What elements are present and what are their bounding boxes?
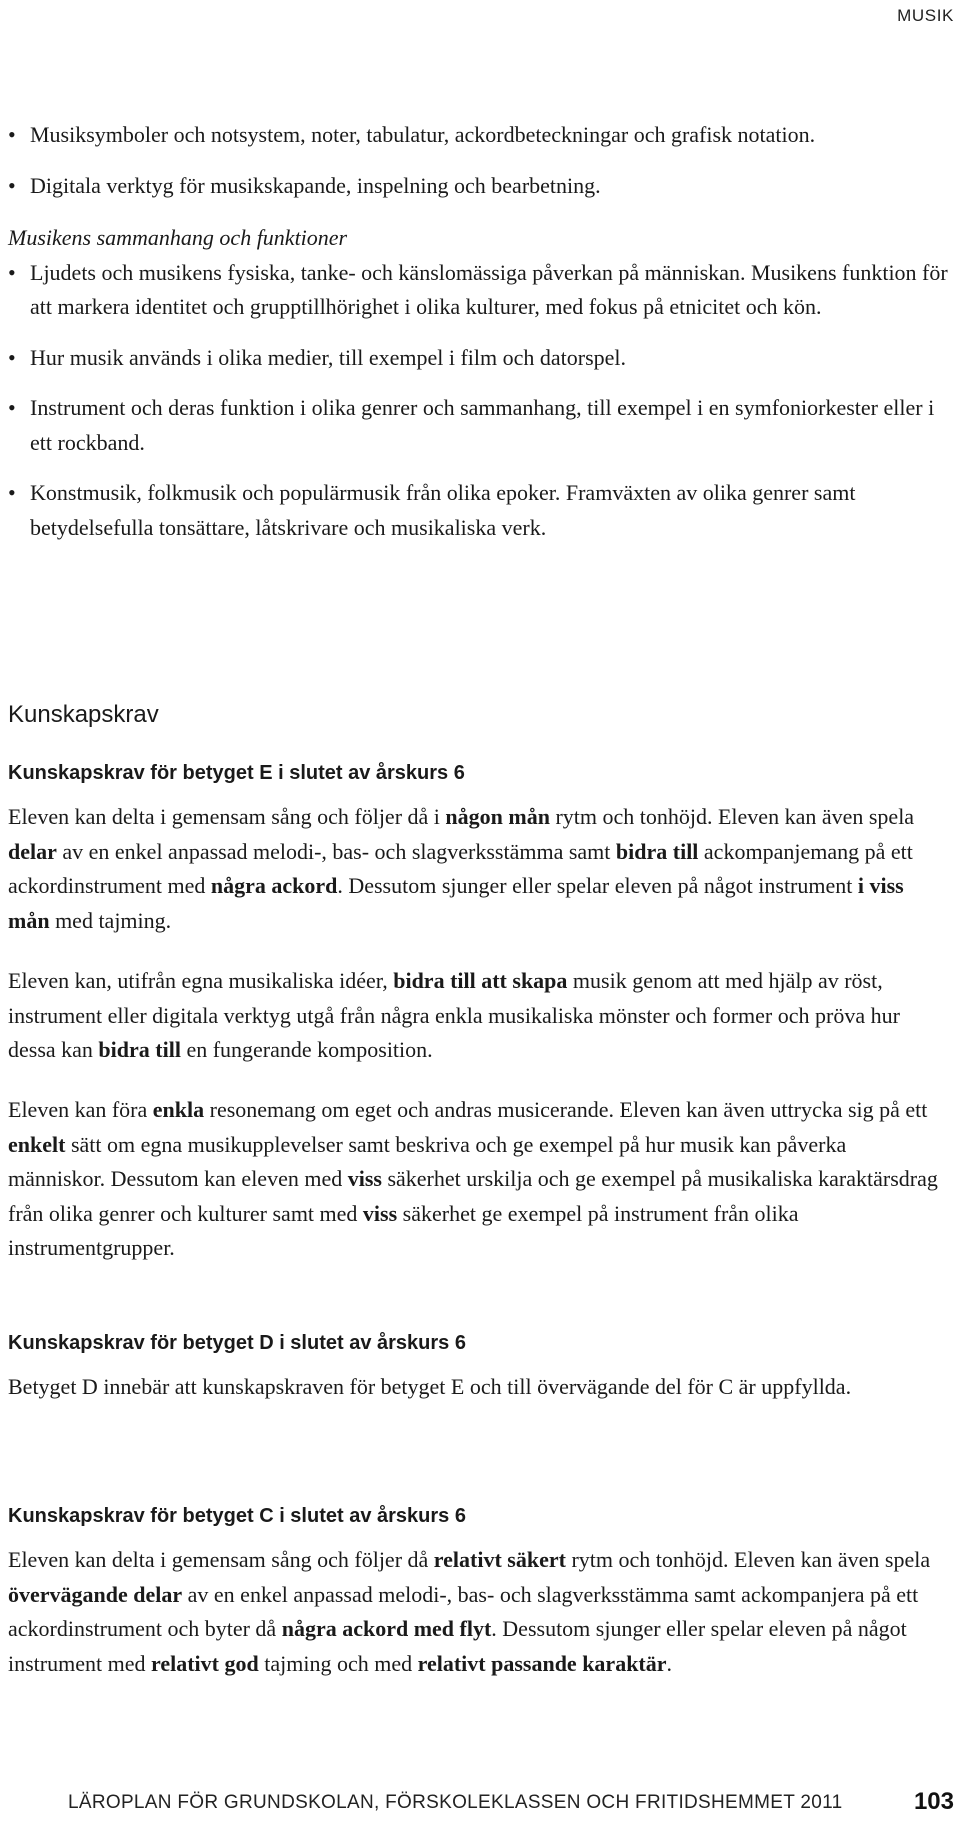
- page-number: 103: [913, 1788, 954, 1815]
- paragraph-text: ackompanjemang på ett ackordinstrument med: [8, 838, 913, 898]
- paragraph-text: resonemang om eget och andras musicerande. Eleven kan även uttrycka sig på ett: [204, 1097, 928, 1122]
- content-top: [8, 118, 948, 561]
- grade-e-paragraph-2: [8, 964, 948, 1068]
- bullet-icon: •: [8, 172, 16, 198]
- footer-title: LÄROPLAN FÖR GRUNDSKOLAN, FÖRSKOLEKLASSEN OCH FRITIDSHEMMET 2011: [68, 1792, 843, 1813]
- paragraph-text: Eleven kan delta i gemensam sång och följer då i: [8, 804, 446, 829]
- paragraph-text: . Dessutom sjunger eller spelar eleven på något instrument: [337, 873, 858, 898]
- paragraph-text: Eleven kan föra: [8, 1097, 153, 1122]
- bullet-icon: •: [8, 259, 16, 285]
- paragraph-text: . Dessutom sjunger eller spelar eleven på något instrument med: [8, 1616, 907, 1676]
- paragraph-text: säkerhet ge exempel på instrument från olika instrumentgrupper.: [8, 1200, 799, 1260]
- list-item: • Ljudets och musikens fysiska, tanke- och känslomässiga påverkan på människan. Musikens funktion för att markera identitet och grupptillhörighet i olika kulturer, med fokus på etnicitet och kön.: [8, 256, 948, 325]
- running-header: MUSIK: [897, 6, 954, 25]
- list-item: • Musiksymboler och notsystem, noter, tabulatur, ackordbeteckningar och grafisk notation.: [8, 118, 948, 153]
- emphasis-text: enkelt: [8, 1131, 66, 1157]
- paragraph-text: rytm och tonhöjd. Eleven kan även spela: [549, 804, 915, 829]
- bullet-icon: •: [8, 122, 16, 147]
- emphasis-text: övervägande delar: [8, 1581, 183, 1607]
- section-title: Kunskapskrav: [8, 701, 159, 728]
- list-item: • Konstmusik, folkmusik och populärmusik från olika epoker. Framväxten av olika genrer samt betydelsefulla tonsättare, låtskrivare och musikaliska verk.: [8, 476, 948, 545]
- emphasis-text: bidra till: [615, 838, 699, 864]
- paragraph-text: sätt om egna musikupplevelser samt beskriva och ge exempel på hur musik kan påverka människor. Dessutom kan eleven med: [8, 1131, 847, 1191]
- bullet-list-context: [8, 256, 948, 546]
- paragraph-text: Eleven kan delta i gemensam sång och följer då: [8, 1547, 434, 1572]
- bullet-icon: •: [8, 344, 16, 370]
- emphasis-text: enkla: [152, 1097, 205, 1122]
- paragraph-text: Eleven kan, utifrån egna musikaliska idéer,: [8, 968, 394, 993]
- list-item: • Instrument och deras funktion i olika genrer och sammanhang, till exempel i en symfoniorkester eller i ett rockband.: [8, 391, 948, 460]
- emphasis-text: någon mån: [445, 804, 550, 829]
- emphasis-text: bidra till att skapa: [393, 968, 568, 993]
- emphasis-text: bidra till: [98, 1037, 181, 1062]
- paragraph-text: av en enkel anpassad melodi-, bas- och slagverksstämma samt: [56, 838, 616, 864]
- emphasis-text: relativt god: [150, 1650, 259, 1676]
- paragraph-text: en fungerande komposition.: [180, 1037, 433, 1062]
- paragraph-text: av en enkel anpassad melodi-, bas- och slagverksstämma samt ackompanjera på ett ackordinstrument och byter då: [8, 1581, 919, 1641]
- bullet-icon: •: [8, 480, 16, 505]
- grade-c-paragraph-1: [8, 1543, 948, 1681]
- emphasis-text: relativt säkert: [433, 1547, 566, 1572]
- paragraph-text: musik genom att med hjälp av röst, instrument eller digitala verktyg utgå från några enkla musikaliska mönster och former och pröva hur dessa kan: [8, 968, 900, 1062]
- grade-e-paragraph-3: [8, 1093, 948, 1266]
- list-item: • Digitala verktyg för musikskapande, inspelning och bearbetning.: [8, 169, 948, 204]
- paragraph-text: .: [666, 1650, 673, 1676]
- paragraph-text: tajming och med: [258, 1650, 418, 1676]
- bullet-list-notation: [8, 118, 948, 203]
- subheading-context: Musikens sammanhang och funktioner: [8, 225, 348, 250]
- grade-d-title: Kunskapskrav för betyget D i slutet av årskurs 6: [8, 1332, 466, 1354]
- grade-e-title: Kunskapskrav för betyget E i slutet av årskurs 6: [8, 762, 465, 784]
- grade-d-paragraph: Betyget D innebär att kunskapskraven för betyget E och till övervägande del för C är uppfyllda.: [8, 1374, 852, 1399]
- emphasis-text: några ackord med flyt: [281, 1616, 492, 1641]
- bullet-icon: •: [8, 395, 16, 420]
- grade-e-paragraph-1: [8, 800, 948, 938]
- list-item: • Hur musik används i olika medier, till exempel i film och datorspel.: [8, 341, 948, 376]
- emphasis-text: relativt passande karaktär: [417, 1650, 667, 1676]
- paragraph-text: med tajming.: [49, 907, 172, 933]
- grade-c-title: Kunskapskrav för betyget C i slutet av årskurs 6: [8, 1505, 466, 1527]
- paragraph-text: säkerhet urskilja och ge exempel på musikaliska karaktärsdrag från olika genrer och kulturer samt med: [8, 1166, 938, 1226]
- emphasis-text: i viss mån: [8, 873, 904, 933]
- emphasis-text: viss: [347, 1166, 382, 1191]
- emphasis-text: några ackord: [210, 873, 338, 898]
- emphasis-text: delar: [8, 838, 57, 864]
- paragraph-text: rytm och tonhöjd. Eleven kan även spela: [565, 1547, 931, 1572]
- emphasis-text: viss: [362, 1200, 398, 1226]
